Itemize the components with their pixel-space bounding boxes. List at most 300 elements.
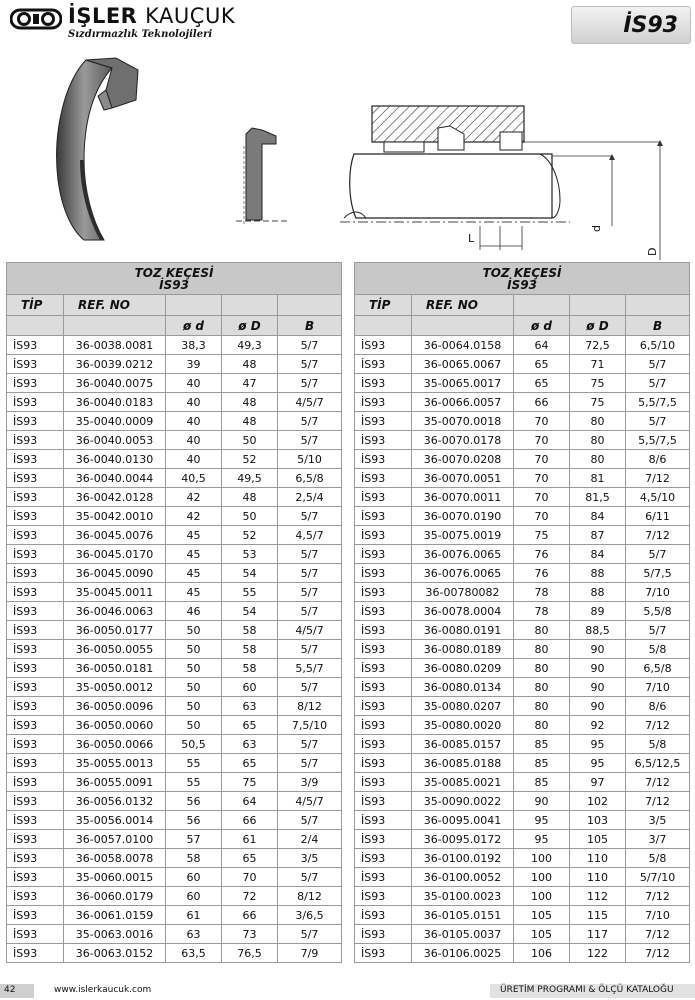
cell-width: 7/12 (626, 773, 690, 792)
cell-tip: İS93 (355, 754, 412, 773)
cell-inner-diameter: 40 (166, 374, 222, 393)
dimension-table-right (354, 262, 690, 963)
cell-inner-diameter: 95 (514, 811, 570, 830)
cell-ref-no: 35-0060.0015 (64, 868, 166, 887)
table-row (355, 374, 690, 393)
seal-technical-diagram (0, 50, 695, 260)
cell-inner-diameter: 57 (166, 830, 222, 849)
cell-ref-no: 36-0100.0052 (412, 868, 514, 887)
cell-outer-diameter: 90 (570, 678, 626, 697)
cell-inner-diameter: 55 (166, 773, 222, 792)
cell-tip: İS93 (7, 735, 64, 754)
cell-inner-diameter: 80 (514, 621, 570, 640)
table-row (7, 507, 342, 526)
page-header (0, 0, 695, 50)
cell-ref-no: 36-0060.0179 (64, 887, 166, 906)
cell-outer-diameter: 88,5 (570, 621, 626, 640)
cell-ref-no: 36-0045.0170 (64, 545, 166, 564)
cell-tip: İS93 (355, 640, 412, 659)
cell-width: 5/7 (278, 355, 342, 374)
cell-ref-no: 36-0040.0130 (64, 450, 166, 469)
cell-inner-diameter: 40 (166, 393, 222, 412)
table-row (7, 640, 342, 659)
cell-outer-diameter: 76,5 (222, 944, 278, 963)
cell-ref-no: 35-0042.0010 (64, 507, 166, 526)
cell-inner-diameter: 66 (514, 393, 570, 412)
table-row (355, 925, 690, 944)
table-row (7, 868, 342, 887)
table-row (7, 811, 342, 830)
cell-ref-no: 36-0061.0159 (64, 906, 166, 925)
cell-outer-diameter: 65 (222, 716, 278, 735)
table-row (355, 469, 690, 488)
table-title: TOZ KEÇESİ İS93 (7, 263, 342, 295)
cell-inner-diameter: 70 (514, 469, 570, 488)
cell-tip: İS93 (7, 564, 64, 583)
cell-inner-diameter: 65 (514, 355, 570, 374)
table-row (7, 412, 342, 431)
cell-ref-no: 35-0080.0020 (412, 716, 514, 735)
table-row (7, 659, 342, 678)
cell-width: 7/12 (626, 792, 690, 811)
cell-ref-no: 36-0070.0011 (412, 488, 514, 507)
cell-tip: İS93 (7, 526, 64, 545)
cell-inner-diameter: 85 (514, 735, 570, 754)
cell-ref-no: 36-0076.0065 (412, 564, 514, 583)
cell-ref-no: 35-0045.0011 (64, 583, 166, 602)
cell-width: 8/12 (278, 697, 342, 716)
cell-ref-no: 36-0070.0051 (412, 469, 514, 488)
cell-tip: İS93 (355, 374, 412, 393)
table-title: TOZ KEÇESİ İS93 (355, 263, 690, 295)
cell-inner-diameter: 45 (166, 526, 222, 545)
cell-ref-no: 36-0106.0025 (412, 944, 514, 963)
cell-width: 4,5/10 (626, 488, 690, 507)
cell-tip: İS93 (355, 830, 412, 849)
cell-width: 3/6,5 (278, 906, 342, 925)
cell-width: 5/8 (626, 640, 690, 659)
cell-outer-diameter: 90 (570, 659, 626, 678)
cell-ref-no: 36-0095.0172 (412, 830, 514, 849)
column-header-width: B (278, 316, 342, 336)
cell-width: 2/4 (278, 830, 342, 849)
table-row (7, 431, 342, 450)
cell-width: 6,5/8 (278, 469, 342, 488)
product-code: İS93 (623, 13, 678, 38)
cell-inner-diameter: 40 (166, 431, 222, 450)
cell-width: 3/5 (626, 811, 690, 830)
cell-outer-diameter: 71 (570, 355, 626, 374)
table-row (355, 602, 690, 621)
cell-tip: İS93 (355, 488, 412, 507)
cell-width: 5/7 (626, 412, 690, 431)
cell-inner-diameter: 76 (514, 564, 570, 583)
column-header-inner-diameter: ø d (514, 316, 570, 336)
cell-tip: İS93 (355, 355, 412, 374)
cell-inner-diameter: 50 (166, 621, 222, 640)
cell-width: 5/7 (278, 735, 342, 754)
column-header-ref: REF. NO (412, 295, 514, 316)
cell-width: 7/12 (626, 716, 690, 735)
cell-tip: İS93 (355, 716, 412, 735)
cell-width: 5/7 (278, 507, 342, 526)
cell-outer-diameter: 60 (222, 678, 278, 697)
brand-name: İŞLER KAUÇUK (68, 4, 236, 28)
cell-tip: İS93 (355, 431, 412, 450)
cell-width: 5/7 (626, 374, 690, 393)
table-row (355, 830, 690, 849)
cell-tip: İS93 (7, 811, 64, 830)
cell-tip: İS93 (355, 469, 412, 488)
cell-tip: İS93 (355, 583, 412, 602)
cell-outer-diameter: 80 (570, 450, 626, 469)
cell-outer-diameter: 53 (222, 545, 278, 564)
cell-width: 5/7 (626, 545, 690, 564)
table-row (7, 602, 342, 621)
cell-width: 5/7 (626, 621, 690, 640)
cell-inner-diameter: 100 (514, 887, 570, 906)
cell-outer-diameter: 58 (222, 621, 278, 640)
cell-outer-diameter: 63 (222, 735, 278, 754)
cell-inner-diameter: 56 (166, 792, 222, 811)
table-row (355, 659, 690, 678)
cell-tip: İS93 (355, 621, 412, 640)
cell-width: 5/7 (278, 640, 342, 659)
cell-tip: İS93 (355, 659, 412, 678)
cell-width: 7,5/10 (278, 716, 342, 735)
cell-width: 7/10 (626, 678, 690, 697)
table-row (7, 526, 342, 545)
column-header-ref: REF. NO (64, 295, 166, 316)
cell-width: 6,5/8 (626, 659, 690, 678)
cell-outer-diameter: 49,5 (222, 469, 278, 488)
cell-inner-diameter: 50 (166, 678, 222, 697)
cell-outer-diameter: 50 (222, 507, 278, 526)
cell-width: 7/10 (626, 583, 690, 602)
cell-ref-no: 36-0064.0158 (412, 336, 514, 355)
cell-tip: İS93 (355, 526, 412, 545)
cell-tip: İS93 (7, 773, 64, 792)
cell-width: 5/7 (278, 678, 342, 697)
cell-width: 5/7,5 (626, 564, 690, 583)
cell-ref-no: 35-0063.0016 (64, 925, 166, 944)
cell-inner-diameter: 46 (166, 602, 222, 621)
cell-ref-no: 36-0040.0183 (64, 393, 166, 412)
cell-inner-diameter: 45 (166, 583, 222, 602)
cell-outer-diameter: 65 (222, 849, 278, 868)
cell-ref-no: 36-0042.0128 (64, 488, 166, 507)
table-row (7, 887, 342, 906)
cell-ref-no: 36-0055.0091 (64, 773, 166, 792)
cell-width: 5/7 (278, 412, 342, 431)
cell-ref-no: 36-0080.0209 (412, 659, 514, 678)
cell-inner-diameter: 58 (166, 849, 222, 868)
cell-outer-diameter: 64 (222, 792, 278, 811)
cell-ref-no: 36-0076.0065 (412, 545, 514, 564)
table-row (7, 925, 342, 944)
cell-width: 8/12 (278, 887, 342, 906)
cell-inner-diameter: 90 (514, 792, 570, 811)
cell-tip: İS93 (7, 830, 64, 849)
cell-outer-diameter: 49,3 (222, 336, 278, 355)
cell-tip: İS93 (7, 887, 64, 906)
cell-ref-no: 35-0085.0021 (412, 773, 514, 792)
cell-ref-no: 35-0100.0023 (412, 887, 514, 906)
cell-outer-diameter: 81,5 (570, 488, 626, 507)
cell-ref-no: 35-0040.0009 (64, 412, 166, 431)
cell-outer-diameter: 73 (222, 925, 278, 944)
cell-ref-no: 35-0056.0014 (64, 811, 166, 830)
cell-ref-no: 36-0050.0181 (64, 659, 166, 678)
table-row (355, 564, 690, 583)
table-row (355, 393, 690, 412)
cell-ref-no: 36-0080.0189 (412, 640, 514, 659)
dimension-label-D: D (646, 247, 659, 256)
cell-outer-diameter: 66 (222, 906, 278, 925)
cell-ref-no: 36-0040.0053 (64, 431, 166, 450)
cell-inner-diameter: 80 (514, 659, 570, 678)
cell-tip: İS93 (7, 431, 64, 450)
cell-outer-diameter: 87 (570, 526, 626, 545)
cell-tip: İS93 (355, 678, 412, 697)
cell-width: 5/7 (278, 868, 342, 887)
cell-tip: İS93 (7, 792, 64, 811)
cell-inner-diameter: 56 (166, 811, 222, 830)
cell-width: 4/5/7 (278, 792, 342, 811)
cell-width: 3/7 (626, 830, 690, 849)
cell-width: 7/9 (278, 944, 342, 963)
cell-outer-diameter: 90 (570, 640, 626, 659)
cell-width: 5/7 (278, 431, 342, 450)
cell-ref-no: 36-0050.0177 (64, 621, 166, 640)
cell-inner-diameter: 63,5 (166, 944, 222, 963)
cell-outer-diameter: 115 (570, 906, 626, 925)
cell-width: 6,5/12,5 (626, 754, 690, 773)
cell-outer-diameter: 92 (570, 716, 626, 735)
website-link[interactable]: www.islerkaucuk.com (54, 985, 152, 995)
cell-ref-no: 36-0046.0063 (64, 602, 166, 621)
table-row (355, 868, 690, 887)
cell-tip: İS93 (7, 925, 64, 944)
cell-inner-diameter: 70 (514, 412, 570, 431)
cell-inner-diameter: 80 (514, 716, 570, 735)
cell-outer-diameter: 61 (222, 830, 278, 849)
cell-ref-no: 36-0058.0078 (64, 849, 166, 868)
cell-outer-diameter: 52 (222, 526, 278, 545)
cell-ref-no: 36-0057.0100 (64, 830, 166, 849)
cell-tip: İS93 (355, 602, 412, 621)
cell-outer-diameter: 47 (222, 374, 278, 393)
table-row (355, 583, 690, 602)
cell-outer-diameter: 88 (570, 564, 626, 583)
cell-outer-diameter: 54 (222, 602, 278, 621)
cell-inner-diameter: 40 (166, 450, 222, 469)
column-header-tip: TİP (7, 295, 64, 316)
cell-outer-diameter: 95 (570, 754, 626, 773)
cell-inner-diameter: 80 (514, 678, 570, 697)
cell-ref-no: 36-0056.0132 (64, 792, 166, 811)
cell-tip: İS93 (355, 925, 412, 944)
product-code-badge (571, 6, 691, 44)
cell-inner-diameter: 38,3 (166, 336, 222, 355)
cell-outer-diameter: 80 (570, 412, 626, 431)
cell-tip: İS93 (355, 545, 412, 564)
cell-ref-no: 36-0070.0190 (412, 507, 514, 526)
cell-ref-no: 36-0040.0044 (64, 469, 166, 488)
cell-width: 7/12 (626, 887, 690, 906)
cell-tip: İS93 (355, 887, 412, 906)
table-row (7, 830, 342, 849)
table-row (355, 431, 690, 450)
cell-width: 5/8 (626, 849, 690, 868)
seal-3d-view-icon (57, 58, 138, 240)
cell-tip: İS93 (355, 849, 412, 868)
cell-outer-diameter: 110 (570, 849, 626, 868)
cell-width: 7/12 (626, 925, 690, 944)
cell-ref-no: 36-0045.0090 (64, 564, 166, 583)
cell-outer-diameter: 110 (570, 868, 626, 887)
cell-tip: İS93 (7, 697, 64, 716)
table-row (355, 621, 690, 640)
cell-width: 7/10 (626, 906, 690, 925)
cell-ref-no: 35-0055.0013 (64, 754, 166, 773)
cell-tip: İS93 (355, 868, 412, 887)
cell-inner-diameter: 61 (166, 906, 222, 925)
cell-ref-no: 36-0105.0037 (412, 925, 514, 944)
cell-tip: İS93 (7, 754, 64, 773)
cell-width: 5,5/7 (278, 659, 342, 678)
cell-inner-diameter: 75 (514, 526, 570, 545)
cell-inner-diameter: 70 (514, 488, 570, 507)
cell-outer-diameter: 80 (570, 431, 626, 450)
column-header-inner-diameter: ø d (166, 316, 222, 336)
table-row (7, 944, 342, 963)
dimension-label-L: L (468, 232, 475, 245)
cell-tip: İS93 (7, 659, 64, 678)
column-header-outer-diameter: ø D (222, 316, 278, 336)
cell-tip: İS93 (7, 583, 64, 602)
table-row (355, 849, 690, 868)
cell-inner-diameter: 85 (514, 754, 570, 773)
table-row (7, 906, 342, 925)
cell-width: 5,5/8 (626, 602, 690, 621)
cell-tip: İS93 (7, 507, 64, 526)
page-number: 42 (4, 985, 16, 995)
cell-tip: İS93 (355, 792, 412, 811)
cell-width: 4/5/7 (278, 621, 342, 640)
cell-outer-diameter: 66 (222, 811, 278, 830)
cell-inner-diameter: 78 (514, 583, 570, 602)
cell-tip: İS93 (355, 944, 412, 963)
cell-width: 5/7 (278, 602, 342, 621)
cell-outer-diameter: 89 (570, 602, 626, 621)
cell-inner-diameter: 80 (514, 640, 570, 659)
cell-width: 7/12 (626, 526, 690, 545)
table-row (7, 621, 342, 640)
cell-tip: İS93 (7, 849, 64, 868)
cell-ref-no: 36-0100.0192 (412, 849, 514, 868)
seal-cross-section-icon (236, 128, 290, 226)
cell-tip: İS93 (355, 507, 412, 526)
cell-tip: İS93 (7, 868, 64, 887)
cell-outer-diameter: 58 (222, 659, 278, 678)
table-row (7, 564, 342, 583)
cell-outer-diameter: 70 (222, 868, 278, 887)
cell-outer-diameter: 54 (222, 564, 278, 583)
cell-ref-no: 36-0066.0057 (412, 393, 514, 412)
table-row (7, 393, 342, 412)
cell-outer-diameter: 55 (222, 583, 278, 602)
column-header-outer-diameter: ø D (570, 316, 626, 336)
cell-outer-diameter: 75 (222, 773, 278, 792)
cell-outer-diameter: 97 (570, 773, 626, 792)
table-row (355, 735, 690, 754)
cell-outer-diameter: 72,5 (570, 336, 626, 355)
cell-ref-no: 36-0050.0066 (64, 735, 166, 754)
table-row (7, 773, 342, 792)
cell-ref-no: 36-0080.0191 (412, 621, 514, 640)
cell-ref-no: 36-0070.0178 (412, 431, 514, 450)
table-row (355, 716, 690, 735)
table-row (7, 849, 342, 868)
cell-tip: İS93 (355, 412, 412, 431)
brand-tagline: Sızdırmazlık Teknolojileri (68, 29, 213, 40)
table-row (355, 906, 690, 925)
cell-inner-diameter: 50 (166, 716, 222, 735)
cell-width: 5/7 (278, 336, 342, 355)
cell-width: 5/7 (278, 374, 342, 393)
cell-inner-diameter: 80 (514, 697, 570, 716)
table-row (355, 412, 690, 431)
cell-inner-diameter: 50 (166, 697, 222, 716)
cell-inner-diameter: 64 (514, 336, 570, 355)
table-row (7, 545, 342, 564)
cell-ref-no: 35-0065.0017 (412, 374, 514, 393)
column-header-tip: TİP (355, 295, 412, 316)
cell-ref-no: 36-0065.0067 (412, 355, 514, 374)
table-row (7, 792, 342, 811)
cell-outer-diameter: 48 (222, 393, 278, 412)
cell-ref-no: 36-0050.0096 (64, 697, 166, 716)
cell-outer-diameter: 48 (222, 488, 278, 507)
table-row (355, 450, 690, 469)
cell-width: 6/11 (626, 507, 690, 526)
cell-outer-diameter: 52 (222, 450, 278, 469)
cell-inner-diameter: 106 (514, 944, 570, 963)
cell-ref-no: 36-0045.0076 (64, 526, 166, 545)
cell-ref-no: 35-0080.0207 (412, 697, 514, 716)
cell-inner-diameter: 78 (514, 602, 570, 621)
cell-width: 5,5/7,5 (626, 393, 690, 412)
table-row (355, 697, 690, 716)
cell-tip: İS93 (7, 374, 64, 393)
cell-inner-diameter: 40 (166, 412, 222, 431)
cell-inner-diameter: 55 (166, 754, 222, 773)
table-body-left (7, 336, 342, 963)
cell-inner-diameter: 105 (514, 906, 570, 925)
cell-tip: İS93 (7, 355, 64, 374)
table-row (355, 545, 690, 564)
cell-ref-no: 36-0078.0004 (412, 602, 514, 621)
cell-inner-diameter: 70 (514, 450, 570, 469)
cell-inner-diameter: 45 (166, 564, 222, 583)
company-logo-icon (10, 6, 62, 32)
cell-ref-no: 36-0039.0212 (64, 355, 166, 374)
cell-ref-no: 35-0070.0018 (412, 412, 514, 431)
table-row (355, 792, 690, 811)
table-row (355, 944, 690, 963)
cell-outer-diameter: 75 (570, 393, 626, 412)
